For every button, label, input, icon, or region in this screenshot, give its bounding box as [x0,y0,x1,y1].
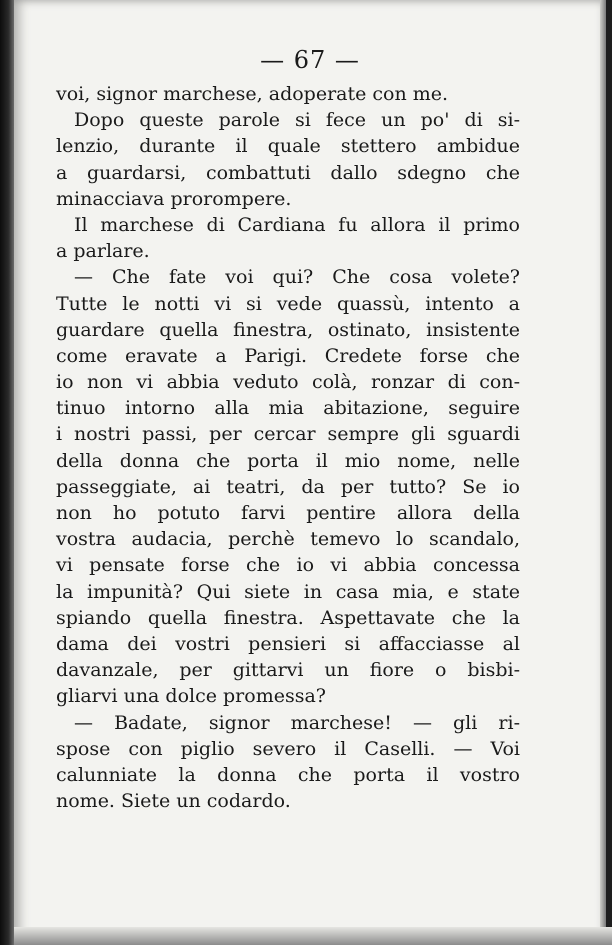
text-line: dama dei vostri pensieri si affacciasse al [56,632,520,655]
text-line: Il marchese di Cardiana fu allora il primo [74,213,520,236]
text-line: non ho potuto farvi pentire allora della [56,502,520,524]
text-line: Dopo queste parole si fece un po' di si- [74,109,520,132]
page-right-edge [600,0,606,945]
text-line: gliarvi una dolce promessa? [56,685,326,708]
body-text [56,81,520,814]
page-number: — 67 — [260,46,360,74]
text-line: guardare quella finestra, ostinato, insistente [56,318,520,341]
text-line: i nostri passi, per cercar sempre gli sguardi [56,423,520,446]
text-line: come eravate a Parigi. Credete forse che [56,344,520,367]
text-line: spiando quella finestra. Aspettavate che la [56,606,520,629]
book-binding-edge [0,0,14,945]
text-line: calunniate la donna che porta il vostro [56,763,520,786]
text-line: Tutte le notti vi si vede quassù, intento a [56,292,520,315]
text-line: nome. Siete un codardo. [56,790,291,813]
text-line: io non vi abbia veduto colà, ronzar di con- [56,371,520,394]
text-line: — Badate, signor marchese! — gli ri- [74,711,520,734]
text-line: minacciava prorompere. [56,187,292,210]
text-line: a parlare. [56,240,150,263]
text-line: spose con piglio severo il Caselli. — Voi [56,737,520,760]
text-line: passeggiate, ai teatri, da per tutto? Se io [56,475,520,498]
text-line: davanzale, per gittarvi un fiore o bisbi- [56,659,520,682]
text-line: voi, signor marchese, adoperate con me. [56,83,449,105]
text-line: la impunità? Qui siete in casa mia, e state [56,580,520,603]
text-line: — Che fate voi qui? Che cosa volete? [74,266,520,289]
text-line: lenzio, durante il quale stettero ambidue [56,135,520,158]
page-bottom-edge [14,927,612,945]
text-line: della donna che porta il mio nome, nelle [56,449,520,472]
text-line: a guardarsi, combattuti dallo sdegno che [56,161,520,184]
book-page [14,0,606,945]
text-line: vi pensate forse che io vi abbia concessa [56,554,520,577]
text-line: vostra audacia, perchè temevo lo scandalo, [56,528,520,551]
text-line: tinuo intorno alla mia abitazione, seguire [56,397,520,420]
